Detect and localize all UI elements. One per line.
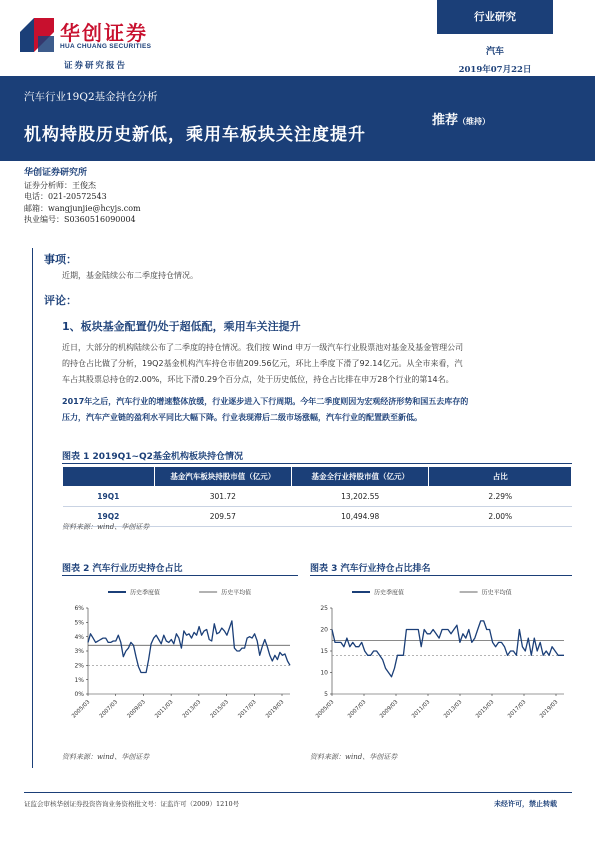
paragraph-2-line: 压力，汽车产业链的盈利水平同比大幅下降。行业表现滞后二级市场涨幅，汽车行业的配置跌至新低。 xyxy=(62,413,422,422)
table-1-caption: 图表 1 2019Q1~Q2基金机构板块持仓情况 xyxy=(62,452,243,462)
table-cell: 13,202.55 xyxy=(292,487,429,507)
y-tick-label: 15 xyxy=(320,648,328,656)
table-row xyxy=(63,487,572,507)
table-cell: 301.72 xyxy=(154,487,291,507)
table-1-source: 资料来源：wind、华创证券 xyxy=(62,523,150,531)
report-title: 机构持股历史新低，乘用车板块关注度提升 xyxy=(24,125,366,145)
point1-heading: 1、板块基金配置仍处于超低配，乘用车关注提升 xyxy=(62,320,301,333)
x-tick-label: 2007/03 xyxy=(347,699,368,720)
x-tick-label: 2011/03 xyxy=(411,699,432,720)
table-header: 基金汽车板块持股市值（亿元） xyxy=(154,467,291,487)
y-tick-label: 6% xyxy=(74,605,84,613)
rating-note: （维持） xyxy=(458,117,491,126)
report-type-badge: 行业研究 xyxy=(437,0,553,34)
y-tick-label: 0% xyxy=(74,691,84,699)
series-line xyxy=(88,621,290,673)
holdings-table xyxy=(62,466,572,527)
event-heading: 事项： xyxy=(44,253,77,266)
x-tick-label: 2019/03 xyxy=(265,699,286,720)
paragraph-2-line: 2017年之后，汽车行业的增速整体放缓，行业逐步进入下行周期。今年二季度则因为宏观经济形势和国五去库存的 xyxy=(62,397,469,406)
series-line xyxy=(332,621,564,677)
banner-subtitle: 汽车行业19Q2基金持仓分析 xyxy=(24,91,158,103)
chart-2-source: 资料来源：wind、华创证券 xyxy=(62,753,150,761)
holding-ratio-chart xyxy=(62,578,298,738)
y-tick-label: 5 xyxy=(324,691,328,699)
logo-text: 华创证券 xyxy=(60,21,148,45)
x-tick-label: 2005/03 xyxy=(315,699,336,720)
analyst-email[interactable]: 邮箱：wangjunjie@hcyjs.com xyxy=(24,203,141,213)
legend-label: 历史平均值 xyxy=(481,589,512,597)
analyst-name: 证券分析师：王俊杰 xyxy=(24,180,96,190)
report-date: 2019年07月22日 xyxy=(458,65,532,75)
rating-label: 推荐 xyxy=(432,113,459,128)
y-tick-label: 4% xyxy=(74,633,84,641)
table-cell: 2.29% xyxy=(429,487,572,507)
caption-rule xyxy=(62,463,572,464)
y-tick-label: 25 xyxy=(320,605,328,613)
table-cell: 209.57 xyxy=(154,507,291,527)
comment-heading: 评论： xyxy=(44,294,77,307)
paragraph-1-line: 近日，大部分的机构陆续公布了二季度的持仓情况。我们按 Wind 申万一级汽车行业股票池对基金及基金管理公司 xyxy=(62,343,464,352)
chart-3-source: 资料来源：wind、华创证券 xyxy=(310,753,398,761)
company-logo-icon xyxy=(20,18,54,52)
x-tick-label: 2009/03 xyxy=(379,699,400,720)
x-tick-label: 2013/03 xyxy=(443,699,464,720)
table-cell: 10,494.98 xyxy=(292,507,429,527)
legend-label: 历史季度值 xyxy=(130,589,161,597)
footer-copyright: 未经许可，禁止转载 xyxy=(494,799,557,808)
table-cell: 19Q1 xyxy=(63,487,155,507)
table-header: 占比 xyxy=(429,467,572,487)
caption-rule xyxy=(62,575,298,576)
legend-label: 历史平均值 xyxy=(221,589,252,597)
y-tick-label: 10 xyxy=(320,669,328,677)
x-tick-label: 2013/03 xyxy=(181,699,203,720)
report-tagline: 证券研究报告 xyxy=(64,61,128,71)
x-tick-label: 2015/03 xyxy=(209,699,230,720)
logo-english: HUA CHUANG SECURITIES xyxy=(60,43,152,50)
x-tick-label: 2019/03 xyxy=(539,699,560,720)
x-tick-label: 2007/03 xyxy=(98,699,120,720)
legend-label: 历史季度值 xyxy=(374,589,405,597)
table-cell: 19Q2 xyxy=(63,507,155,527)
chart-2-caption: 图表 2 汽车行业历史持仓占比 xyxy=(62,564,183,574)
x-tick-label: 2011/03 xyxy=(154,699,175,720)
analyst-phone: 电话：021-20572543 xyxy=(24,192,107,201)
left-rule xyxy=(32,248,33,768)
paragraph-1-line: 车占其股票总持仓的2.00%，环比下滑0.29个百分点，处于历史低位，持仓占比排在申万28个行业的第14名。 xyxy=(62,375,454,384)
analyst-license: 执业编号：S0360516090004 xyxy=(24,215,136,224)
x-tick-label: 2017/03 xyxy=(507,699,528,720)
event-text: 近期，基金陆续公布二季度持仓情况。 xyxy=(62,271,198,280)
y-tick-label: 20 xyxy=(320,626,328,634)
x-tick-label: 2017/03 xyxy=(237,699,258,720)
y-tick-label: 1% xyxy=(74,676,84,684)
footer-divider xyxy=(24,792,572,793)
chart-3-caption: 图表 3 汽车行业持仓占比排名 xyxy=(310,564,431,574)
x-tick-label: 2009/03 xyxy=(126,699,147,720)
y-tick-label: 2% xyxy=(74,662,84,670)
research-org: 华创证券研究所 xyxy=(24,168,88,178)
caption-rule xyxy=(310,575,572,576)
x-tick-label: 2005/03 xyxy=(71,699,92,720)
table-cell: 2.00% xyxy=(429,507,572,527)
table-header xyxy=(63,467,155,487)
paragraph-1-line: 的持仓占比做了分析，19Q2基金机构汽车持仓市值209.56亿元，环比上季度下滑了92.14亿元。从全市来看，汽 xyxy=(62,359,463,368)
x-tick-label: 2015/03 xyxy=(475,699,496,720)
y-tick-label: 5% xyxy=(74,619,84,627)
analyst-info xyxy=(24,168,141,226)
paragraph-2 xyxy=(62,394,572,426)
y-tick-label: 3% xyxy=(74,648,84,656)
holding-rank-chart xyxy=(310,578,572,738)
rating xyxy=(432,109,490,128)
paragraph-1 xyxy=(62,340,572,388)
table-header: 基金全行业持股市值（亿元） xyxy=(292,467,429,487)
footer-license: 证监会审核华创证券投资咨询业务资格批文号：证监许可（2009）1210号 xyxy=(24,800,240,808)
industry-label: 汽车 xyxy=(485,47,504,57)
